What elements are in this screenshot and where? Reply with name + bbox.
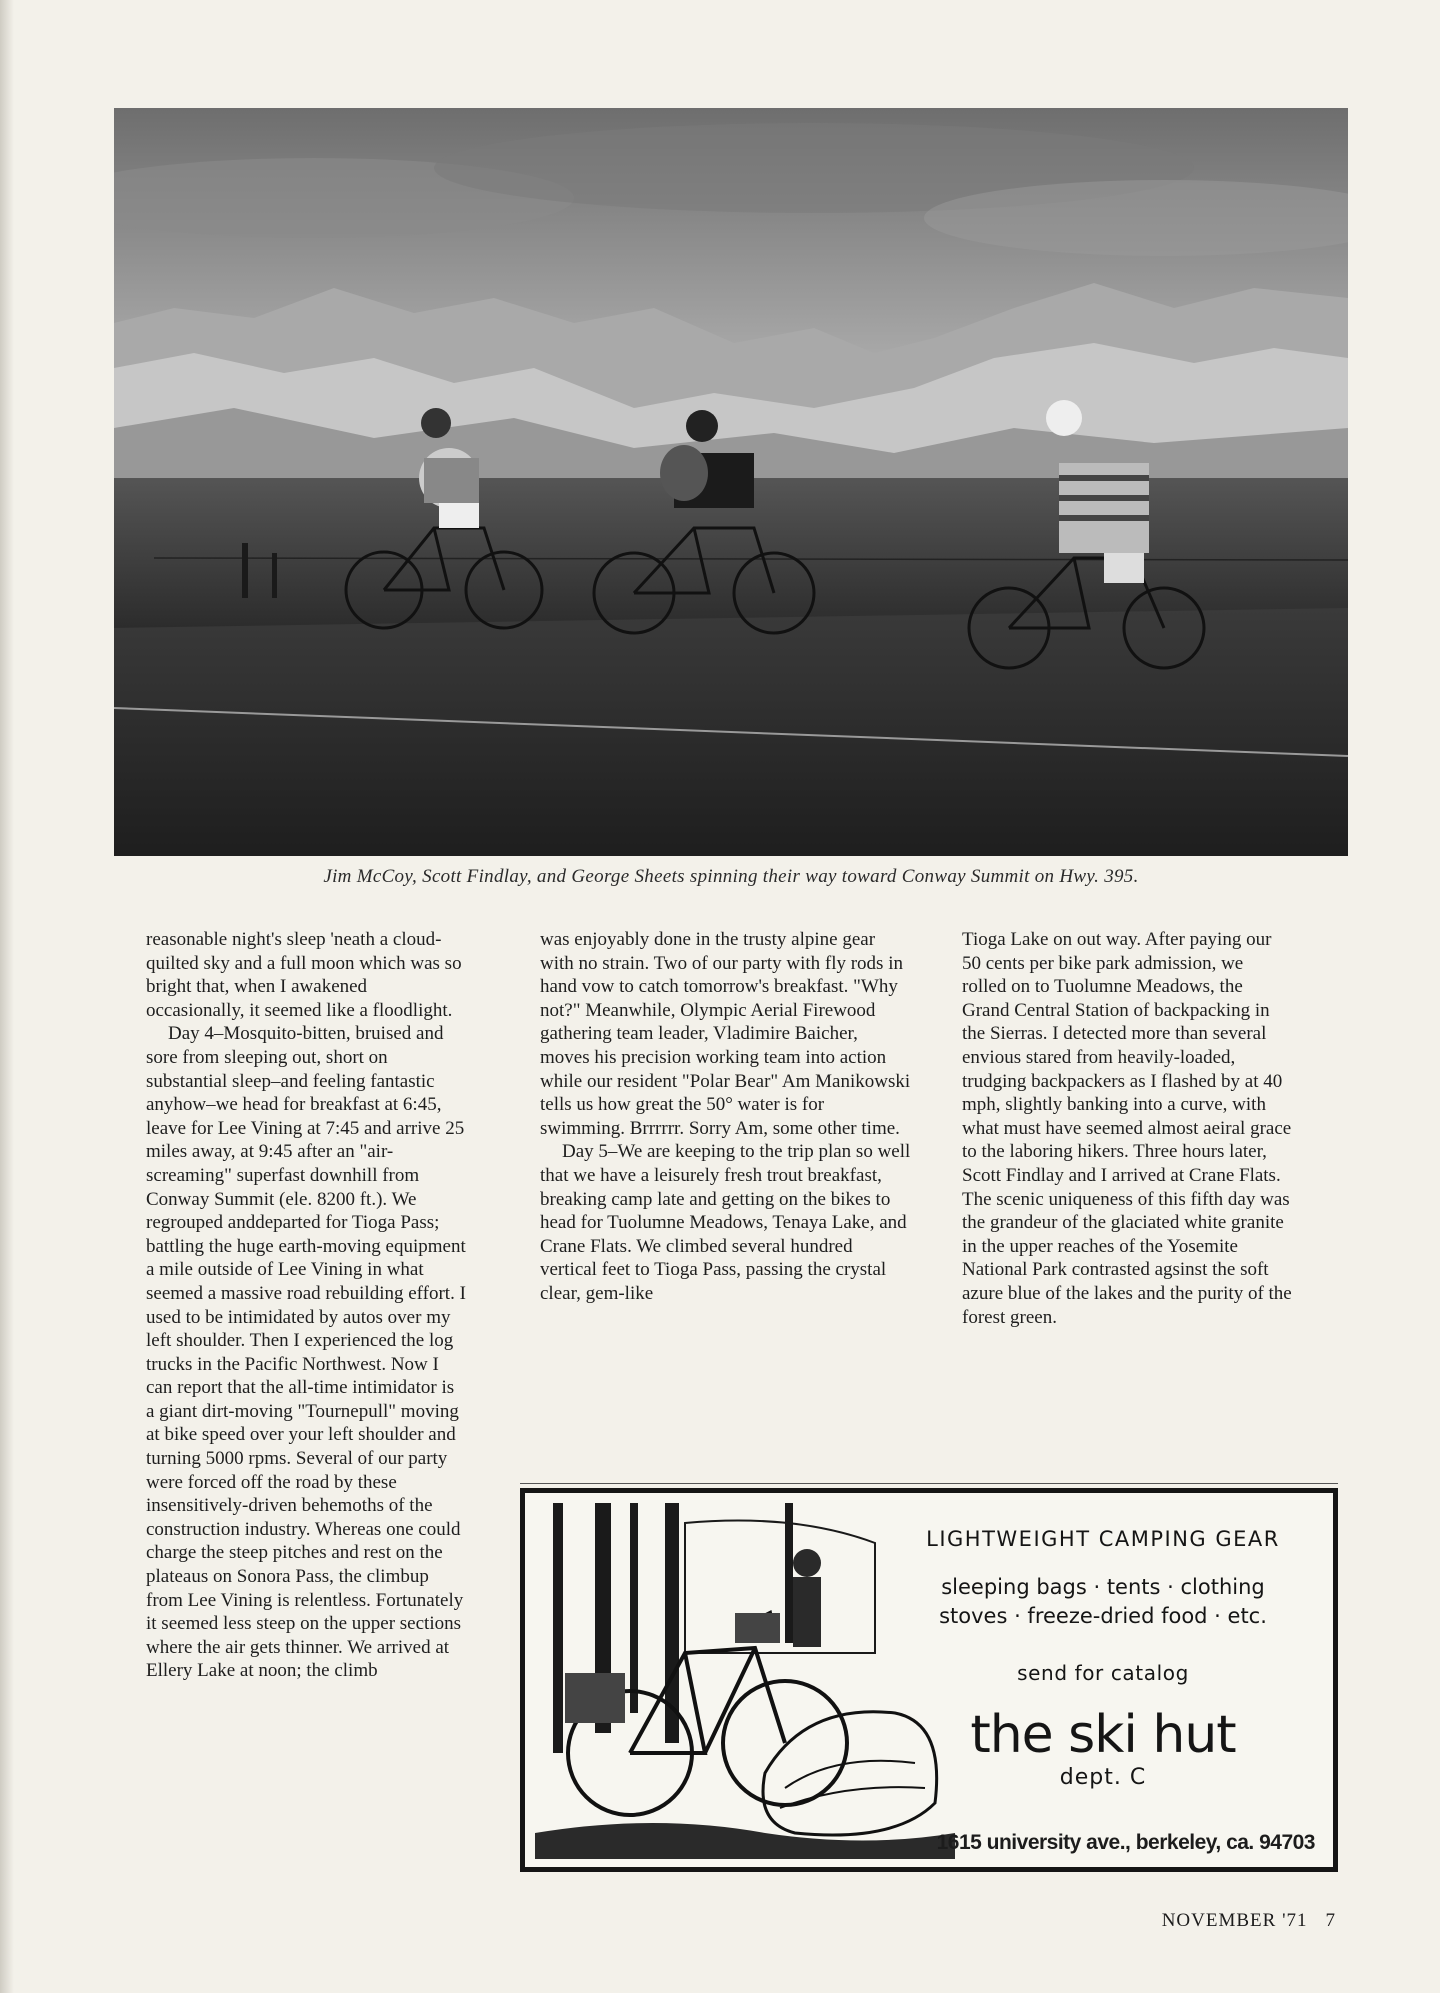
ad-department: dept. C xyxy=(1059,1765,1147,1790)
ad-product-list xyxy=(893,1573,1313,1631)
ad-address: 1615 university ave., berkeley, ca. 94703 xyxy=(936,1831,1315,1854)
ad-product-line: sleeping bags · tents · clothing xyxy=(941,1575,1265,1599)
paragraph: Day 4–Mosquito-bitten, bruised and sore from sleeping out, short on substantial sleep–and feeling fantastic anyhow–we head for breakfast at 6:45, leave for Lee Vining at 7:45 and arrive 25 miles away, at 9:45 after an "air-screaming" superfast downhill from Conway Summit (ele. 8200 ft.). We regrouped anddeparted for Tioga Pass; battling the huge earth-moving equipment a mile outside of Lee Vining in what seemed a massive road rebuilding effort. I used to be intimidated by autos over my left shoulder. Then I experienced the log trucks in the Pacific Northwest. Now I can report that the all-time intimidator is a giant dirt-moving "Tournepull" moving at bike speed over your left shoulder and turning 5000 rpms. Several of our party were forced off the road by these insensitively-driven behemoths of the construction industry. Whereas one could charge the steep pitches and rest on the plateaus on Sonora Pass, the climbup from Lee Vining is relentless. Fortunately it seemed less steep on the upper sections where the air gets thinner. We arrived at Ellery Lake at noon; the climb xyxy=(146,1023,466,1682)
ad-top-rule xyxy=(520,1483,1338,1484)
page-number: 7 xyxy=(1325,1910,1336,1931)
photo-caption: Jim McCoy, Scott Findlay, and George Sheets spinning their way toward Conway Summit on Hwy. 395. xyxy=(323,866,1139,887)
bicycle-camping-illustration xyxy=(535,1503,955,1859)
ad-brand-name: the ski hut xyxy=(970,1705,1236,1765)
ad-illustration xyxy=(535,1503,955,1859)
paragraph: was enjoyably done in the trusty alpine gear with no strain. Two of our party with fly rods in hand vow to catch tomorrow's breakfast. "Why not?" Meanwhile, Olympic Aerial Firewood gathering team leader, Vladimire Baicher, moves his precision working team into action while our resident "Polar Bear" Am Manikowski tells us how great the 50° water is for swimming. Brrrrrr. Sorry Am, some other time. xyxy=(540,929,911,1139)
text-column-3 xyxy=(962,928,1292,1329)
paragraph: reasonable night's sleep 'neath a cloud-quilted sky and a full moon which was so bright that, when I awakened occasionally, it seemed like a floodlight. xyxy=(146,929,462,1021)
paragraph: Tioga Lake on out way. After paying our 50 cents per bike park admission, we rolled on to Tuolumne Meadows, the Grand Central Station of backpacking in the Sierras. I detected more than several envious stared from heavily-loaded, trudging backpackers as I flashed by at 40 mph, slightly banking into a curve, with what must have seemed almost aeiral grace to the laboring hikers. Three hours later, Scott Findlay and I arrived at Crane Flats. The scenic uniqueness of this fifth day was the grandeur of the glaciated white granite in the upper reaches of the Yosemite National Park contrasted agsinst the soft azure blue of the lakes and the purity of the forest green. xyxy=(962,929,1292,1328)
text-column-2 xyxy=(540,928,912,1306)
photo-illustration xyxy=(114,108,1348,856)
issue-date: NOVEMBER '71 xyxy=(1161,1910,1308,1931)
page-footer xyxy=(1162,1910,1336,1932)
page-edge-shadow xyxy=(0,0,14,1993)
ad-headline: LIGHTWEIGHT CAMPING GEAR xyxy=(926,1527,1280,1551)
text-column-1 xyxy=(146,928,466,1683)
cyclists-photo xyxy=(114,108,1348,856)
paragraph: Day 5–We are keeping to the trip plan so well that we have a leisurely fresh trout breakfast, breaking camp late and getting on the bikes to head for Tuolumne Meadows, Tenaya Lake, and Crane Flats. We climbed several hundred vertical feet to Tioga Pass, passing the crystal clear, gem-like xyxy=(540,1141,911,1304)
ad-product-line: stoves · freeze-dried food · etc. xyxy=(939,1604,1267,1628)
ski-hut-advertisement xyxy=(520,1488,1338,1872)
ad-send-for-catalog: send for catalog xyxy=(1017,1661,1189,1685)
ad-copy xyxy=(893,1527,1313,1790)
